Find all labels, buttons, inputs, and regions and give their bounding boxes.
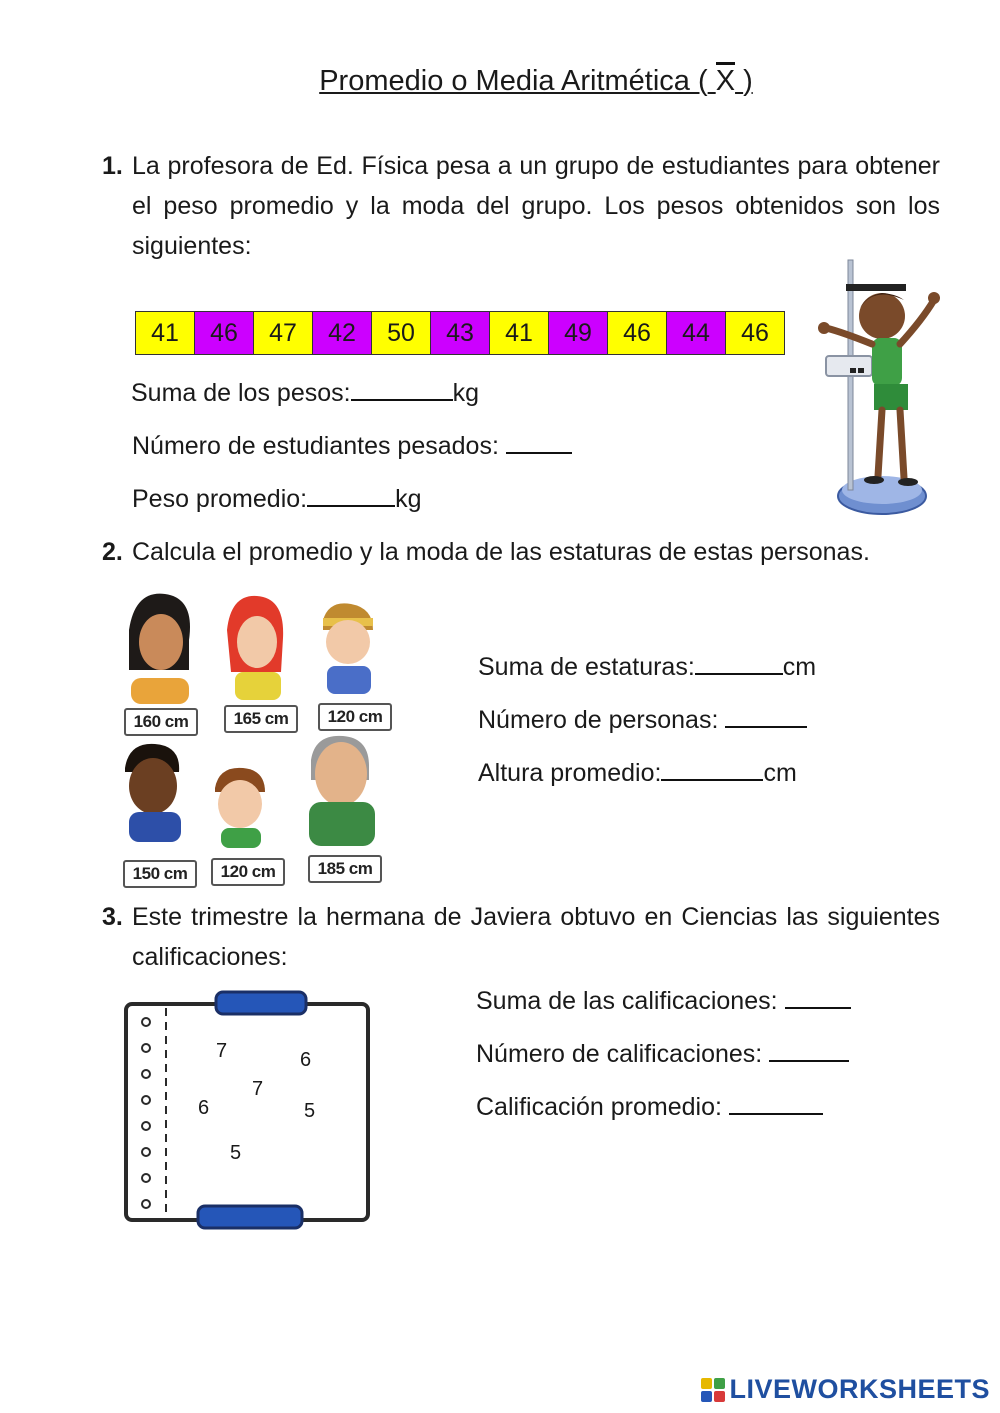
weight-cell: 50 <box>372 312 431 355</box>
q1-sum-line <box>131 377 479 408</box>
person-woman-icon <box>129 594 190 704</box>
q2-avg-line <box>478 757 797 788</box>
q3-count-line <box>476 1038 849 1069</box>
footer-brand: LIVEWORKSHEETS <box>729 1374 990 1404</box>
grade-6: 5 <box>230 1142 242 1164</box>
height-label-2: 165 cm <box>224 705 298 733</box>
mean-symbol: X <box>716 62 735 96</box>
q3-sum-line <box>476 985 851 1016</box>
q3-count-blank[interactable] <box>769 1038 849 1062</box>
grade-3: 7 <box>252 1078 264 1100</box>
q3-text: Este trimestre la hermana de Javiera obtuvo en Ciencias las siguientes calificaciones: <box>132 903 940 971</box>
q2-avg-label: Altura promedio: <box>478 759 662 787</box>
person-kid-icon <box>323 603 373 694</box>
q3-sum-label: Suma de las calificaciones: <box>476 987 778 1015</box>
weight-cell: 46 <box>608 312 667 355</box>
q3-sum-blank[interactable] <box>785 985 851 1009</box>
weight-cell: 49 <box>549 312 608 355</box>
person-boy-icon <box>125 744 181 842</box>
q1-count-blank[interactable] <box>506 430 572 454</box>
weights-table <box>135 311 785 355</box>
height-label-1: 160 cm <box>124 708 198 736</box>
q2-avg-blank[interactable] <box>661 757 763 781</box>
weight-cell: 41 <box>490 312 549 355</box>
notebook-illustration <box>118 990 376 1232</box>
q1-avg-label: Peso promedio: <box>132 485 308 513</box>
weights-row <box>136 312 785 355</box>
weight-cell: 43 <box>431 312 490 355</box>
boy-on-scale-illustration <box>812 256 948 520</box>
q2-text: Calcula el promedio y la moda de las estaturas de estas personas. <box>132 538 870 566</box>
weight-cell: 41 <box>136 312 195 355</box>
height-label-4: 150 cm <box>123 860 197 888</box>
q1-count-label: Número de estudiantes pesados: <box>132 432 499 460</box>
weight-cell: 47 <box>254 312 313 355</box>
page-title <box>0 62 1000 98</box>
height-label-5: 120 cm <box>211 858 285 886</box>
title-text: Promedio o Media Aritmética ( <box>319 65 708 97</box>
q1-avg-line <box>132 483 422 514</box>
q1-number: 1. <box>102 152 123 180</box>
q1-avg-blank[interactable] <box>307 483 395 507</box>
q2-count-line <box>478 704 807 735</box>
q1-text: La profesora de Ed. Física pesa a un grupo de estudiantes para obtener el peso promedio y la moda del grupo. Los pesos obtenidos son los siguientes: <box>132 152 940 260</box>
q2-sum-label: Suma de estaturas: <box>478 653 695 681</box>
q1-sum-label: Suma de los pesos: <box>131 379 351 407</box>
q2-count-blank[interactable] <box>725 704 807 728</box>
liveworksheets-logo-icon <box>701 1378 725 1402</box>
weight-cell: 44 <box>667 312 726 355</box>
weight-cell: 42 <box>313 312 372 355</box>
grade-5: 5 <box>304 1100 316 1122</box>
height-label-3: 120 cm <box>318 703 392 731</box>
q1-sum-blank[interactable] <box>351 377 453 401</box>
q1-sum-unit: kg <box>452 379 479 407</box>
person-man-icon <box>309 736 375 846</box>
q2-sum-blank[interactable] <box>695 651 783 675</box>
q3-avg-line <box>476 1091 823 1122</box>
q2-avg-unit: cm <box>763 759 797 787</box>
height-label-6: 185 cm <box>308 855 382 883</box>
person-child-icon <box>215 768 265 848</box>
q3-avg-blank[interactable] <box>729 1091 823 1115</box>
q1-avg-unit: kg <box>395 485 422 513</box>
q1-count-line <box>132 430 572 461</box>
q2-number: 2. <box>102 538 123 566</box>
grade-2: 6 <box>300 1049 312 1071</box>
grade-4: 6 <box>198 1097 210 1119</box>
weight-cell: 46 <box>195 312 254 355</box>
q3-number: 3. <box>102 903 123 931</box>
footer-logo <box>701 1374 990 1405</box>
people-illustration <box>115 590 395 890</box>
q3-avg-label: Calificación promedio: <box>476 1093 722 1121</box>
grade-1: 7 <box>216 1040 228 1062</box>
q2-sum-line <box>478 651 816 682</box>
person-redhead-icon <box>227 596 283 700</box>
q3-count-label: Número de calificaciones: <box>476 1040 763 1068</box>
weight-cell: 46 <box>726 312 785 355</box>
q2-count-label: Número de personas: <box>478 706 719 734</box>
title-close: ) <box>743 65 753 97</box>
q2-sum-unit: cm <box>782 653 817 681</box>
